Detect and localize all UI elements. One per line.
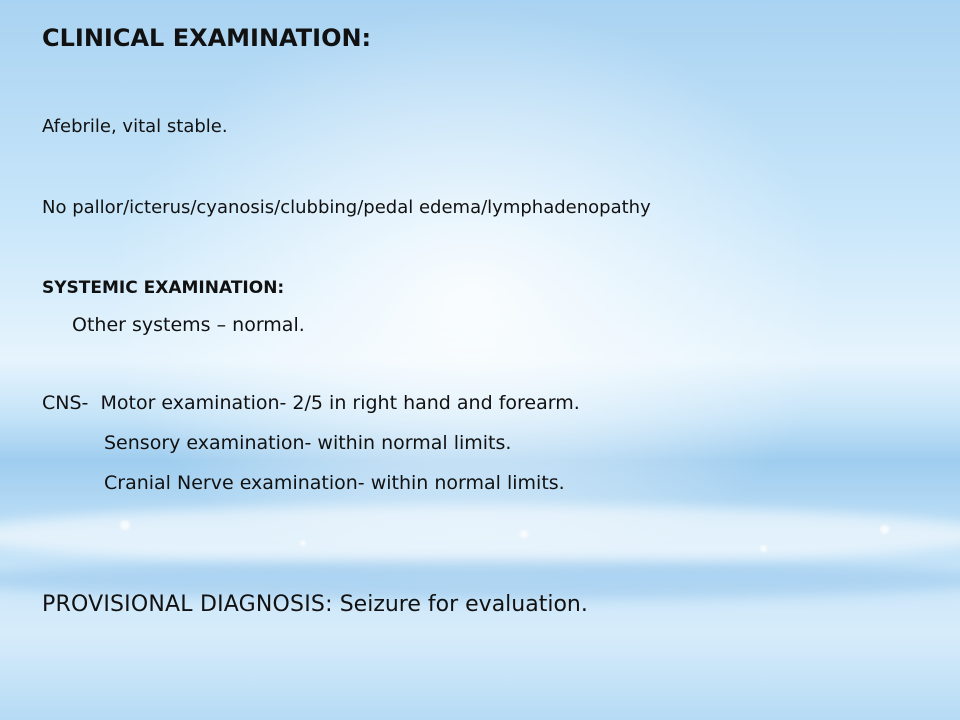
bokeh-dot [520, 530, 528, 538]
bokeh-dot [880, 525, 889, 534]
bokeh-dot [120, 520, 130, 530]
bokeh-dot [300, 540, 306, 546]
sensory-text: Sensory examination- within normal limits. [104, 432, 512, 454]
general-findings-text: No pallor/icterus/cyanosis/clubbing/pedal edema/lymphadenopathy [42, 197, 651, 218]
provisional-diagnosis [42, 592, 588, 617]
bokeh-dot [760, 545, 767, 552]
cns-motor-text: CNS- Motor examination- 2/5 in right hand and forearm. [42, 392, 580, 414]
other-systems-text: Other systems – normal. [72, 314, 305, 336]
page-title: CLINICAL EXAMINATION: [42, 24, 372, 52]
systemic-heading: SYSTEMIC EXAMINATION: [42, 278, 285, 298]
vitals-text: Afebrile, vital stable. [42, 116, 228, 137]
diagnosis-value: Seizure for evaluation. [339, 592, 588, 617]
light-band [0, 505, 960, 565]
diagnosis-label: PROVISIONAL DIAGNOSIS: [42, 592, 333, 617]
cranial-nerve-text: Cranial Nerve examination- within normal limits. [104, 472, 565, 494]
